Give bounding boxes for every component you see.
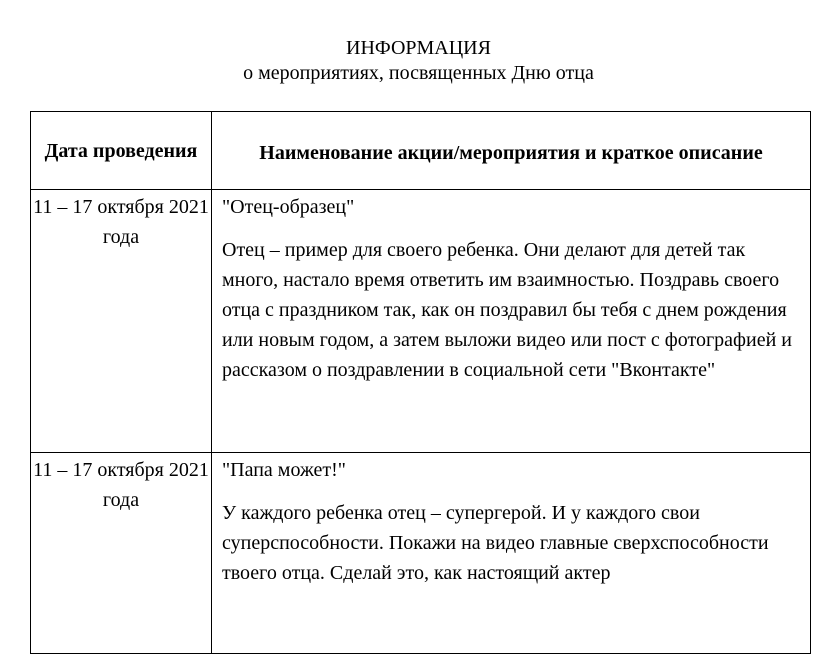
event-description — [212, 453, 811, 654]
table-header-row — [31, 112, 811, 190]
table-row — [31, 190, 811, 453]
table-row — [31, 453, 811, 654]
event-date: 11 – 17 октября 2021 года — [31, 190, 212, 453]
event-name: "Отец-образец" — [222, 196, 355, 218]
event-date: 11 – 17 октября 2021 года — [31, 453, 212, 654]
header-date: Дата проведения — [31, 112, 212, 190]
event-name: "Папа может!" — [222, 459, 346, 481]
header-description: Наименование акции/мероприятия и краткое описание — [212, 112, 811, 190]
event-text: Отец – пример для своего ребенка. Они делают для детей так много, настало время ответить им взаимностью. Поздравь своего отца с праздником так, как он поздравил бы тебя с днем рождения или новым годом, а затем выложи видео или пост с фотографией и рассказом о поздравлении в социальной сети "Вконтакте" — [222, 239, 792, 381]
document-subtitle: о мероприятиях, посвященных Дню отца — [243, 62, 594, 84]
event-text: У каждого ребенка отец – супергерой. И у каждого свои суперспособности. Покажи на видео главные сверхспособности твоего отца. Сделай это, как настоящий актер — [222, 502, 769, 584]
events-table — [30, 111, 811, 654]
document-title: ИНФОРМАЦИЯ — [346, 37, 491, 59]
event-description — [212, 190, 811, 453]
